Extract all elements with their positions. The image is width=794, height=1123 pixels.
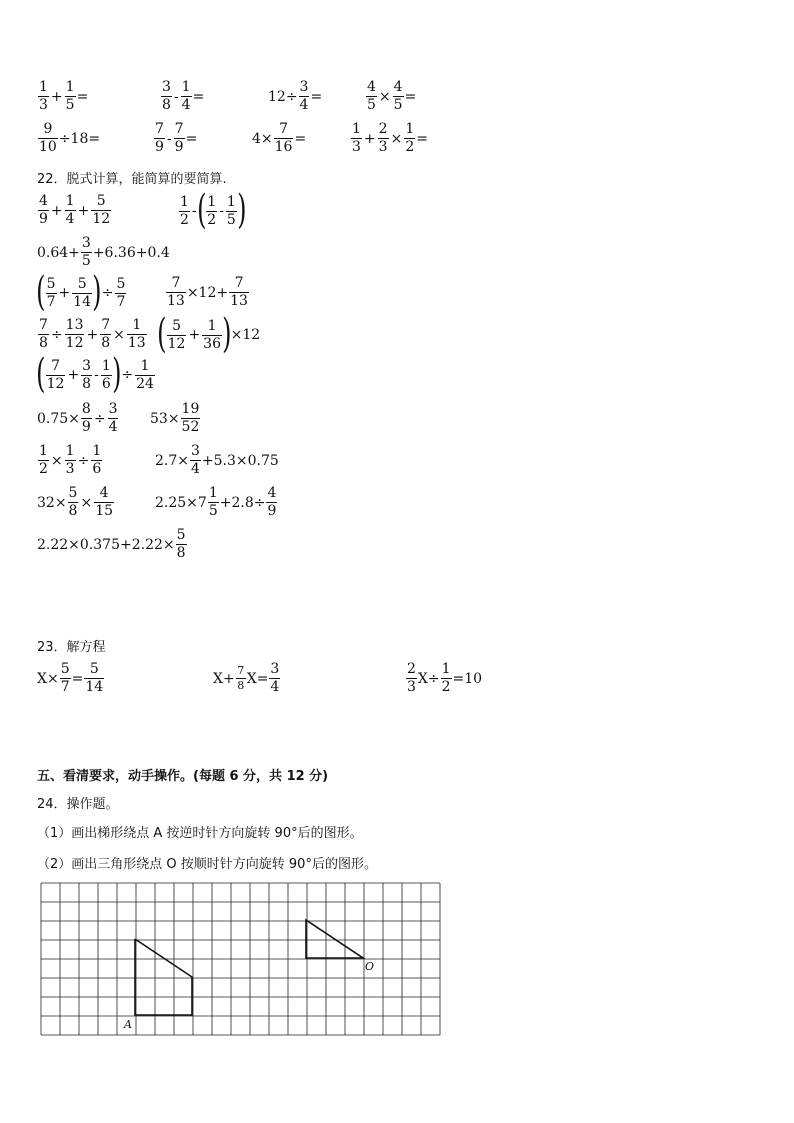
expr-1-3-plus-2-3-times-1-2: $\frac{1}{3}$ + $\frac{2}{3}$ × $\frac{1}{2}$ = <box>352 121 428 155</box>
expr-3-8-minus-1-4: $\frac{3}{8}$ - $\frac{1}{4}$ = <box>162 79 205 113</box>
q22-expr-7: ( $\frac{5}{12}$ + $\frac{1}{36}$ ) ×12 <box>157 311 261 357</box>
q22-expr-1: $\frac{4}{9}$ + $\frac{1}{4}$ + $\frac{5}{12}$ <box>39 193 111 227</box>
expr-7-9-minus-7-9: $\frac{7}{9}$ - $\frac{7}{9}$ = <box>155 121 198 155</box>
q22-expr-8: ( $\frac{7}{12}$ + $\frac{3}{8}$ - $\frac{1}{6}$ ) ÷ $\frac{1}{24}$ <box>36 351 154 397</box>
q24-task-2: （2）画出三角形绕点 O 按顺时针方向旋转 90°后的图形。 <box>37 857 377 872</box>
q23-equation-2: X+ $\frac{7}{8}$ X= $\frac{3}{4}$ <box>213 661 280 695</box>
q23-title: 23．解方程 <box>37 640 106 655</box>
q22-expr-9: 0.75× $\frac{8}{9}$ ÷ $\frac{3}{4}$ <box>37 401 118 435</box>
q22-expr-10: 53× $\frac{19}{52}$ <box>150 401 200 435</box>
triangle-shape <box>306 920 363 958</box>
expr-12-div-3-4: 12÷ $\frac{3}{4}$ = <box>268 79 323 113</box>
q22-expr-13: 32× $\frac{5}{8}$ × $\frac{4}{15}$ <box>37 485 114 519</box>
q24-task-1: （1）画出梯形绕点 A 按逆时针方向旋转 90°后的图形。 <box>37 826 363 841</box>
expr-1-3-plus-1-5: $\frac{1}{3}$ + $\frac{1}{5}$ = <box>39 79 89 113</box>
expr-4-times-7-16: 4× $\frac{7}{16}$ = <box>252 121 307 155</box>
expr-4-5-times-4-5: $\frac{4}{5}$ × $\frac{4}{5}$ = <box>367 79 417 113</box>
q24-title: 24．操作题。 <box>37 797 119 812</box>
q22-expr-15: 2.22×0.375+2.22× $\frac{5}{8}$ <box>37 527 186 561</box>
q22-expr-6: $\frac{7}{8}$ ÷ $\frac{13}{12}$ + $\frac{7}{8}$ × $\frac{1}{13}$ <box>39 317 146 351</box>
point-o-label: O <box>365 960 375 973</box>
q23-equation-3: $\frac{2}{3}$ X÷ $\frac{1}{2}$ =10 <box>407 661 483 695</box>
q23-equation-1: X× $\frac{5}{7}$ = $\frac{5}{14}$ <box>37 661 104 695</box>
expr-9-10-div-18: $\frac{9}{10}$ ÷18= <box>39 121 101 155</box>
point-a-label: A <box>124 1018 132 1031</box>
q22-expr-14: 2.25×7 $\frac{1}{5}$ +2.8÷ $\frac{4}{9}$ <box>155 485 277 519</box>
q22-expr-2: $\frac{1}{2}$ - ( $\frac{1}{2}$ - $\frac{1}{5}$ ) <box>180 187 247 233</box>
q22-expr-12: 2.7× $\frac{3}{4}$ +5.3×0.75 <box>155 443 279 477</box>
q22-expr-11: $\frac{1}{2}$ × $\frac{1}{3}$ ÷ $\frac{1}{6}$ <box>39 443 102 477</box>
q22-expr-5: $\frac{7}{13}$ ×12+ $\frac{7}{13}$ <box>167 275 248 309</box>
grid-lines <box>41 883 440 1035</box>
trapezoid-shape <box>135 939 192 1015</box>
rotation-grid <box>40 882 442 1037</box>
section5-title: 五、看清要求，动手操作。(每题 6 分，共 12 分) <box>37 769 329 784</box>
q22-title: 22．脱式计算，能简算的要简算. <box>37 172 227 187</box>
q22-expr-4: ( $\frac{5}{7}$ + $\frac{5}{14}$ ) ÷ $\frac{5}{7}$ <box>36 269 126 315</box>
q22-expr-3: 0.64+ $\frac{3}{5}$ +6.36+0.4 <box>37 235 170 269</box>
